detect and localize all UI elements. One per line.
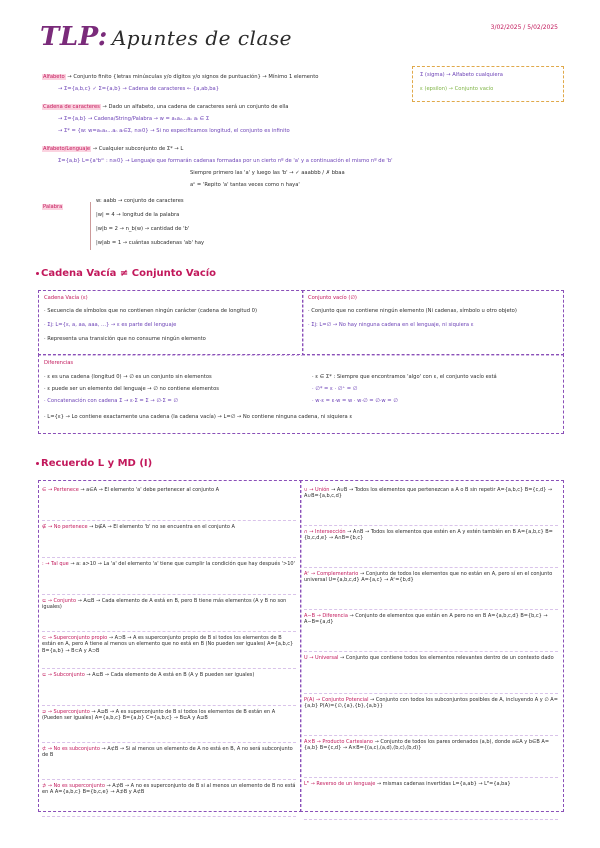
concept-head: ∈ → Pertenece [42, 487, 81, 493]
diferencias-right-3: · w·ε = ε·w = w · w·∅ = ∅·w = ∅ [312, 398, 398, 404]
concept-head: ⊆ → Subconjunto [42, 672, 87, 678]
side-note-sigma: Σ (sigma) → Alfabeto cualquiera [420, 72, 503, 78]
concept-head: ⊂ → Superconjunto propio [42, 635, 109, 641]
palabra-bracket [90, 202, 91, 250]
concept-body: → mismas cadenas invertidas L={a,ab} → Lᴿ={a,ba} [376, 781, 511, 787]
conjunto-vacio-title: Conjunto vacío (∅) [308, 295, 357, 301]
concept-row [304, 694, 558, 736]
concept-row [42, 521, 296, 558]
date-label: 3/02/2025 / 5/02/2025 [490, 24, 558, 31]
cadena-vacia-line-3: · Representa una transición que no consume ningún elemento [44, 336, 206, 342]
recuerdo-left-column [42, 484, 296, 817]
conjunto-vacio-line-2: · Σj: L=∅ → No hay ninguna cadena en el lenguaje, ni siquiera ε [308, 322, 474, 328]
section2-bullet-icon [36, 462, 39, 465]
concept-body: → b∉A → El elemento 'b' no se encuentra en el conjunto A [89, 524, 235, 530]
concept-head: ⊇ → Superconjunto [42, 709, 92, 715]
cadena-vacia-line-2: · Σj: L={ε, a, aa, aaa, ...} → ε es parte del lenguaje [44, 322, 177, 328]
concept-body: → A⊅B → A no es superconjunto de B si al menos un elemento de B no está en A A={a,b,c} B={b,c,e} → A⊅B y A⊄B [42, 783, 296, 796]
concept-head: Lᴿ → Reverso de un lenguaje [304, 781, 377, 787]
concept-body: → A⊃B → A es superconjunto propio de B si todos los elementos de B están en A, pero A tiene al menos un elemento que no está en B (No pueden ser iguales) A={a,b,c} B={a,b} → B⊂A y A⊃B [42, 635, 294, 654]
side-note-epsilon: ε (epsilon) → Conjunto vacío [420, 86, 494, 92]
concept-head: ⊄ → No es subconjunto [42, 746, 102, 752]
lenguaje-def: → Cualquier subconjunto de Σ* → L [92, 146, 184, 152]
concept-body: → A⊆B → Cada elemento de A está en B (A y B pueden ser iguales) [86, 672, 255, 678]
concept-row [304, 526, 558, 568]
concept-row [42, 780, 296, 817]
diferencias-right-1: · ε ∈ Σ* : Siempre que encontramos 'algo' con ε, el conjunto vacío está [312, 374, 497, 380]
concept-body: → Conjunto de todos los elementos que no están en A, pero sí en el conjunto universal U={a,b,c,d} A={a,c} → Aᶜ={b,d} [304, 571, 553, 584]
concept-body: → A∩B → Todos los elementos que estén en A y estén también en B A={a,b,c} B={b,c,d,e} → A∩B={b,c} [304, 529, 553, 542]
diferencias-line-2: · ε puede ser un elemento del lenguaje → ∅ no contiene elementos [44, 386, 219, 392]
concept-head: A−B → Diferencia [304, 613, 350, 619]
palabra-example-2: |w| = 4 → longitud de la palabra [96, 212, 180, 218]
concept-head: ∩ → Intersección [304, 529, 348, 535]
concept-head: ∉ → No pertenece [42, 524, 90, 530]
section2-title [36, 458, 152, 470]
concept-row [304, 652, 558, 694]
section2-title-text: Recuerdo L y MD (I) [41, 458, 153, 469]
diferencias-box [38, 354, 564, 434]
concept-row [304, 484, 558, 526]
alfabeto-term: Alfabeto [43, 74, 65, 80]
title-rest: Apuntes de clase [111, 26, 292, 50]
lenguaje-example-3: aⁿ = 'Repito 'a' tantas veces como n haya' [190, 182, 300, 188]
concept-row [304, 568, 558, 610]
concept-row [42, 558, 296, 595]
palabra-example-1: w: aabb → conjunto de caracteres [96, 198, 184, 204]
lenguaje-row [42, 146, 183, 152]
cadena-vacia-line-1: · Secuencia de símbolos que no contienen ningún carácter (cadena de longitud 0) [44, 308, 257, 314]
lenguaje-example-2: Siempre primero las 'a' y luego las 'b' → ✓ aaabbb / ✗ bbaa [190, 170, 345, 176]
concept-body: → Conjunto de elementos que están en A pero no en B A={a,b,c,d} B={b,c} → A−B={a,d} [304, 613, 548, 626]
lenguaje-term: Alfabeto/Lenguaje [43, 146, 91, 152]
concept-head: A×B → Producto Cartesiano [304, 739, 375, 745]
cadena-example-1: → Σ={a,b} → Cadena/String/Palabra → w = a₁a₂...aₙ aᵢ ∈ Σ [58, 116, 210, 122]
section1-bullet-icon [36, 272, 39, 275]
alfabeto-row [42, 74, 318, 80]
diferencias-title: Diferencias [44, 360, 74, 366]
concept-head: U → Universal [304, 655, 340, 661]
section1-title-text: Cadena Vacía ≠ Conjunto Vacío [41, 268, 217, 279]
section1-title [36, 268, 216, 280]
concept-row [304, 736, 558, 778]
concept-head: : → Tal que [42, 561, 71, 567]
recuerdo-right-column [304, 484, 558, 820]
concept-body: → Conjunto con todos los subconjuntos posibles de A, incluyendo A y ∅ A={a,b} P(A)={∅,{a},{b},{a,b}} [304, 697, 558, 710]
conjunto-vacio-line-1: · Conjunto que no contiene ningún elemento (Ni cadenas, símbolo u otro objeto) [308, 308, 517, 314]
lenguaje-example-1: Σ={a,b} L={aⁿbᵐ : n≥0} → Lenguaje que formarán cadenas formadas por un cierto nº de 'a' y a continuación el mismo nº de 'b' [58, 158, 393, 164]
concept-body: → A⊇B → A es superconjunto de B si todos los elementos de B están en A (Pueden ser iguales) A={a,b,c} B={a,b} C={a,b,c} → B⊆A y A⊇B [42, 709, 276, 722]
cadena-def: → Dado un alfabeto, una cadena de caracteres será un conjunto de ella [102, 104, 289, 110]
diferencias-line-1: · ε es una cadena (longitud 0) → ∅ es un conjunto sin elementos [44, 374, 212, 380]
concept-body: → A⊆B → Cada elemento de A está en B, pero B tiene más elementos (A y B no son iguales) [42, 598, 287, 611]
concept-head: Aᶜ → Complementario [304, 571, 360, 577]
palabra-term: Palabra [43, 204, 63, 210]
cadena-term: Cadena de caracteres [43, 104, 100, 110]
diferencias-line-4: · L={ε} → Lo contiene exactamente una cadena (la cadena vacía) → L=∅ → No contiene ninguna cadena, ni siquiera ε [44, 414, 353, 420]
concept-row [42, 669, 296, 706]
title-main: TLP: [40, 22, 108, 52]
concept-head: ∪ → Unión [304, 487, 332, 493]
diferencias-right-2: · ∅* = ε · ∅⁺ = ∅ [312, 386, 358, 392]
concept-row [42, 484, 296, 521]
concept-body: → A⊄B → Si al menos un elemento de A no está en B, A no será subconjunto de B [42, 746, 293, 759]
concept-row [42, 632, 296, 669]
concept-body: → Conjunto de todos los pares ordenados (a,b), donde a∈A y b∈B A={a,b} B={c,d} → A×B={(a,c),(a,d),(b,c),(b,d)} [304, 739, 550, 752]
concept-head: ⊅ → No es superconjunto [42, 783, 107, 789]
concept-row [42, 743, 296, 780]
alfabeto-def: → Conjunto finito {letras minúsculas y/o dígitos y/o signos de puntuación} → Mínimo 1 elemento [67, 74, 319, 80]
alfabeto-example: → Σ={a,b,c} ✓ Σ={a,b} → Cadena de caracteres ← {a,ab,ba} [58, 86, 220, 92]
concept-row [42, 595, 296, 632]
palabra-row [42, 204, 63, 210]
concept-body: → a∈A → El elemento 'a' debe pertenecer al conjunto A [80, 487, 220, 493]
concept-row [304, 610, 558, 652]
cadena-row [42, 104, 288, 110]
concept-head: ⊆ → Conjunto [42, 598, 78, 604]
concept-body: → a: a>10 → La 'a' del elemento 'a' tiene que cumplir la condición que hay después '>10' [70, 561, 295, 567]
concept-row [42, 706, 296, 743]
concept-head: P(A) → Conjunto Potencial [304, 697, 371, 703]
palabra-example-4: |w|ab = 1 → cuántas subcadenas 'ab' hay [96, 240, 205, 246]
concept-body: → A∪B → Todos los elementos que pertenezcan a A o B sin repetir A={a,b,c} B={c,d} → A∪B={a,b,c,d} [304, 487, 553, 500]
concept-row [304, 778, 558, 820]
diferencias-line-3: · Concatenación con cadena Σ → ε·Σ = Σ → ∅·Σ = ∅ [44, 398, 178, 404]
concept-body: → Conjunto que contiene todos los elementos relevantes dentro de un contexto dado [339, 655, 554, 661]
cadena-vacia-title: Cadena Vacía (ε) [44, 295, 88, 301]
cadena-example-2: → Σ* = {w: w=a₁a₂...aₙ aᵢ∈Σ, n≥0} → Si no especificamos longitud, el conjunto es infinito [58, 128, 290, 134]
palabra-example-3: |w|b = 2 → n_b(w) → cantidad de 'b' [96, 226, 190, 232]
page-title [40, 22, 292, 53]
